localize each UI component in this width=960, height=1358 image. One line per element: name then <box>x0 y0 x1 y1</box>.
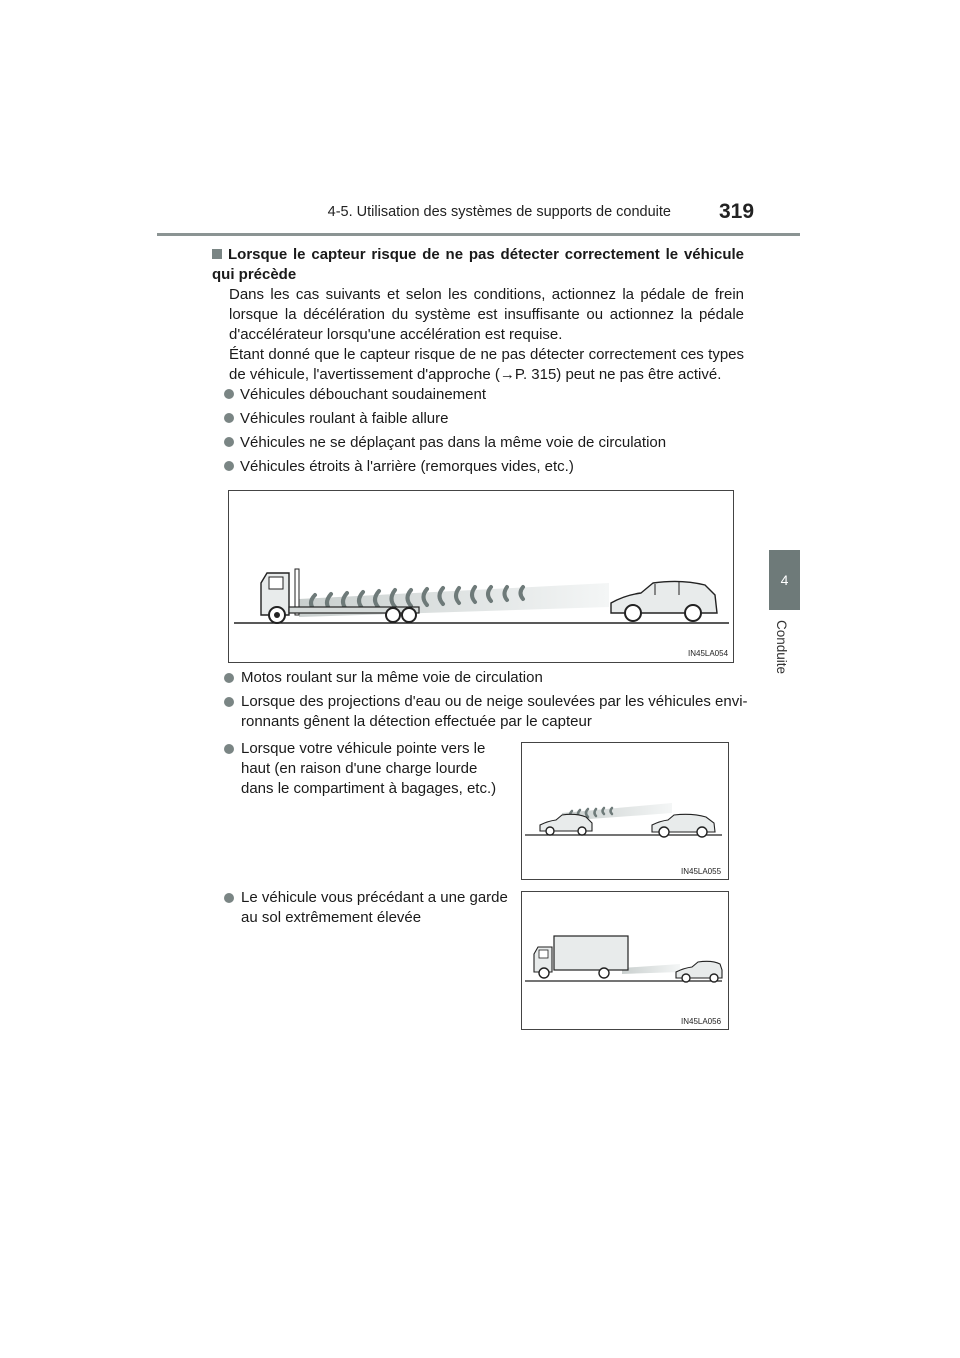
list-item-text: Véhicules roulant à faible allure <box>240 410 449 427</box>
figure-vehicle-pointing-up-illustration <box>522 743 728 879</box>
bullet-icon <box>224 673 234 683</box>
bullet-icon <box>224 389 234 399</box>
list-item-text: Motos roulant sur la même voie de circulation <box>241 669 543 686</box>
list-item-text: Le véhicule vous précédant a une garde <box>241 889 508 906</box>
section-heading-text: Lorsque le capteur risque de ne pas détecter correctement le véhicule qui précède <box>212 246 744 283</box>
section-title: 4-5. Utilisation des systèmes de supports de conduite <box>327 204 671 220</box>
list-item <box>224 739 514 799</box>
list-item <box>224 384 486 406</box>
square-bullet-icon <box>212 249 222 259</box>
list-item <box>224 668 744 688</box>
paragraph-2: Étant donné que le capteur risque de ne pas détecter correctement ces types de véhicule, l'avertissement d'approche (→P. 315) peut ne pas être activé. <box>229 346 744 383</box>
list-item-text: Véhicules débouchant soudainement <box>240 386 487 403</box>
figure-high-clearance-truck <box>521 891 729 1030</box>
header-rule <box>157 233 800 236</box>
list-item-text: Lorsque des projections d'eau ou de neige soulevées par les véhicules envi- <box>241 693 748 710</box>
bullet-icon <box>224 893 234 903</box>
list-item-text: haut (en raison d'une charge lourde <box>241 760 478 777</box>
chapter-label-text: Conduite <box>774 620 789 675</box>
list-item <box>224 692 754 732</box>
bullet-icon <box>224 413 234 423</box>
bullet-icon <box>224 697 234 707</box>
list-item-text: dans le compartiment à bagages, etc.) <box>241 780 497 797</box>
bullet-icon <box>224 461 234 471</box>
paragraph-1: Dans les cas suivants et selon les conditions, actionnez la pédale de frein lorsque la décélération du système est insuffisante ou actionnez la pédale d'accélérateur lorsqu'une accélération est requise. <box>229 286 744 343</box>
figure-vehicle-pointing-up <box>521 742 729 880</box>
list-item-text: Véhicules ne se déplaçant pas dans la même voie de circulation <box>240 434 667 451</box>
list-item-text: Véhicules étroits à l'arrière (remorques vides, etc.) <box>240 458 574 475</box>
list-item <box>224 432 666 454</box>
list-item <box>224 408 448 430</box>
bullet-icon <box>224 437 234 447</box>
figure-high-clearance-truck-illustration <box>522 892 728 1029</box>
list-item-text: ronnants gênent la détection effectuée par le capteur <box>241 713 592 730</box>
section-heading <box>212 245 744 285</box>
list-item-text: Lorsque votre véhicule pointe vers le <box>241 740 486 757</box>
figure-empty-trailer-illustration <box>229 491 733 662</box>
figure-code: IN45LA056 <box>681 1017 722 1026</box>
bullet-icon <box>224 744 234 754</box>
chapter-label <box>774 620 794 680</box>
page-number: 319 <box>719 200 755 223</box>
figure-code: IN45LA055 <box>681 867 722 876</box>
list-item <box>224 456 574 478</box>
figure-empty-trailer <box>228 490 734 663</box>
list-item <box>224 888 514 928</box>
chapter-number: 4 <box>780 572 789 588</box>
figure-code: IN45LA054 <box>688 649 729 658</box>
list-item-text: au sol extrêmement élevée <box>241 909 422 926</box>
